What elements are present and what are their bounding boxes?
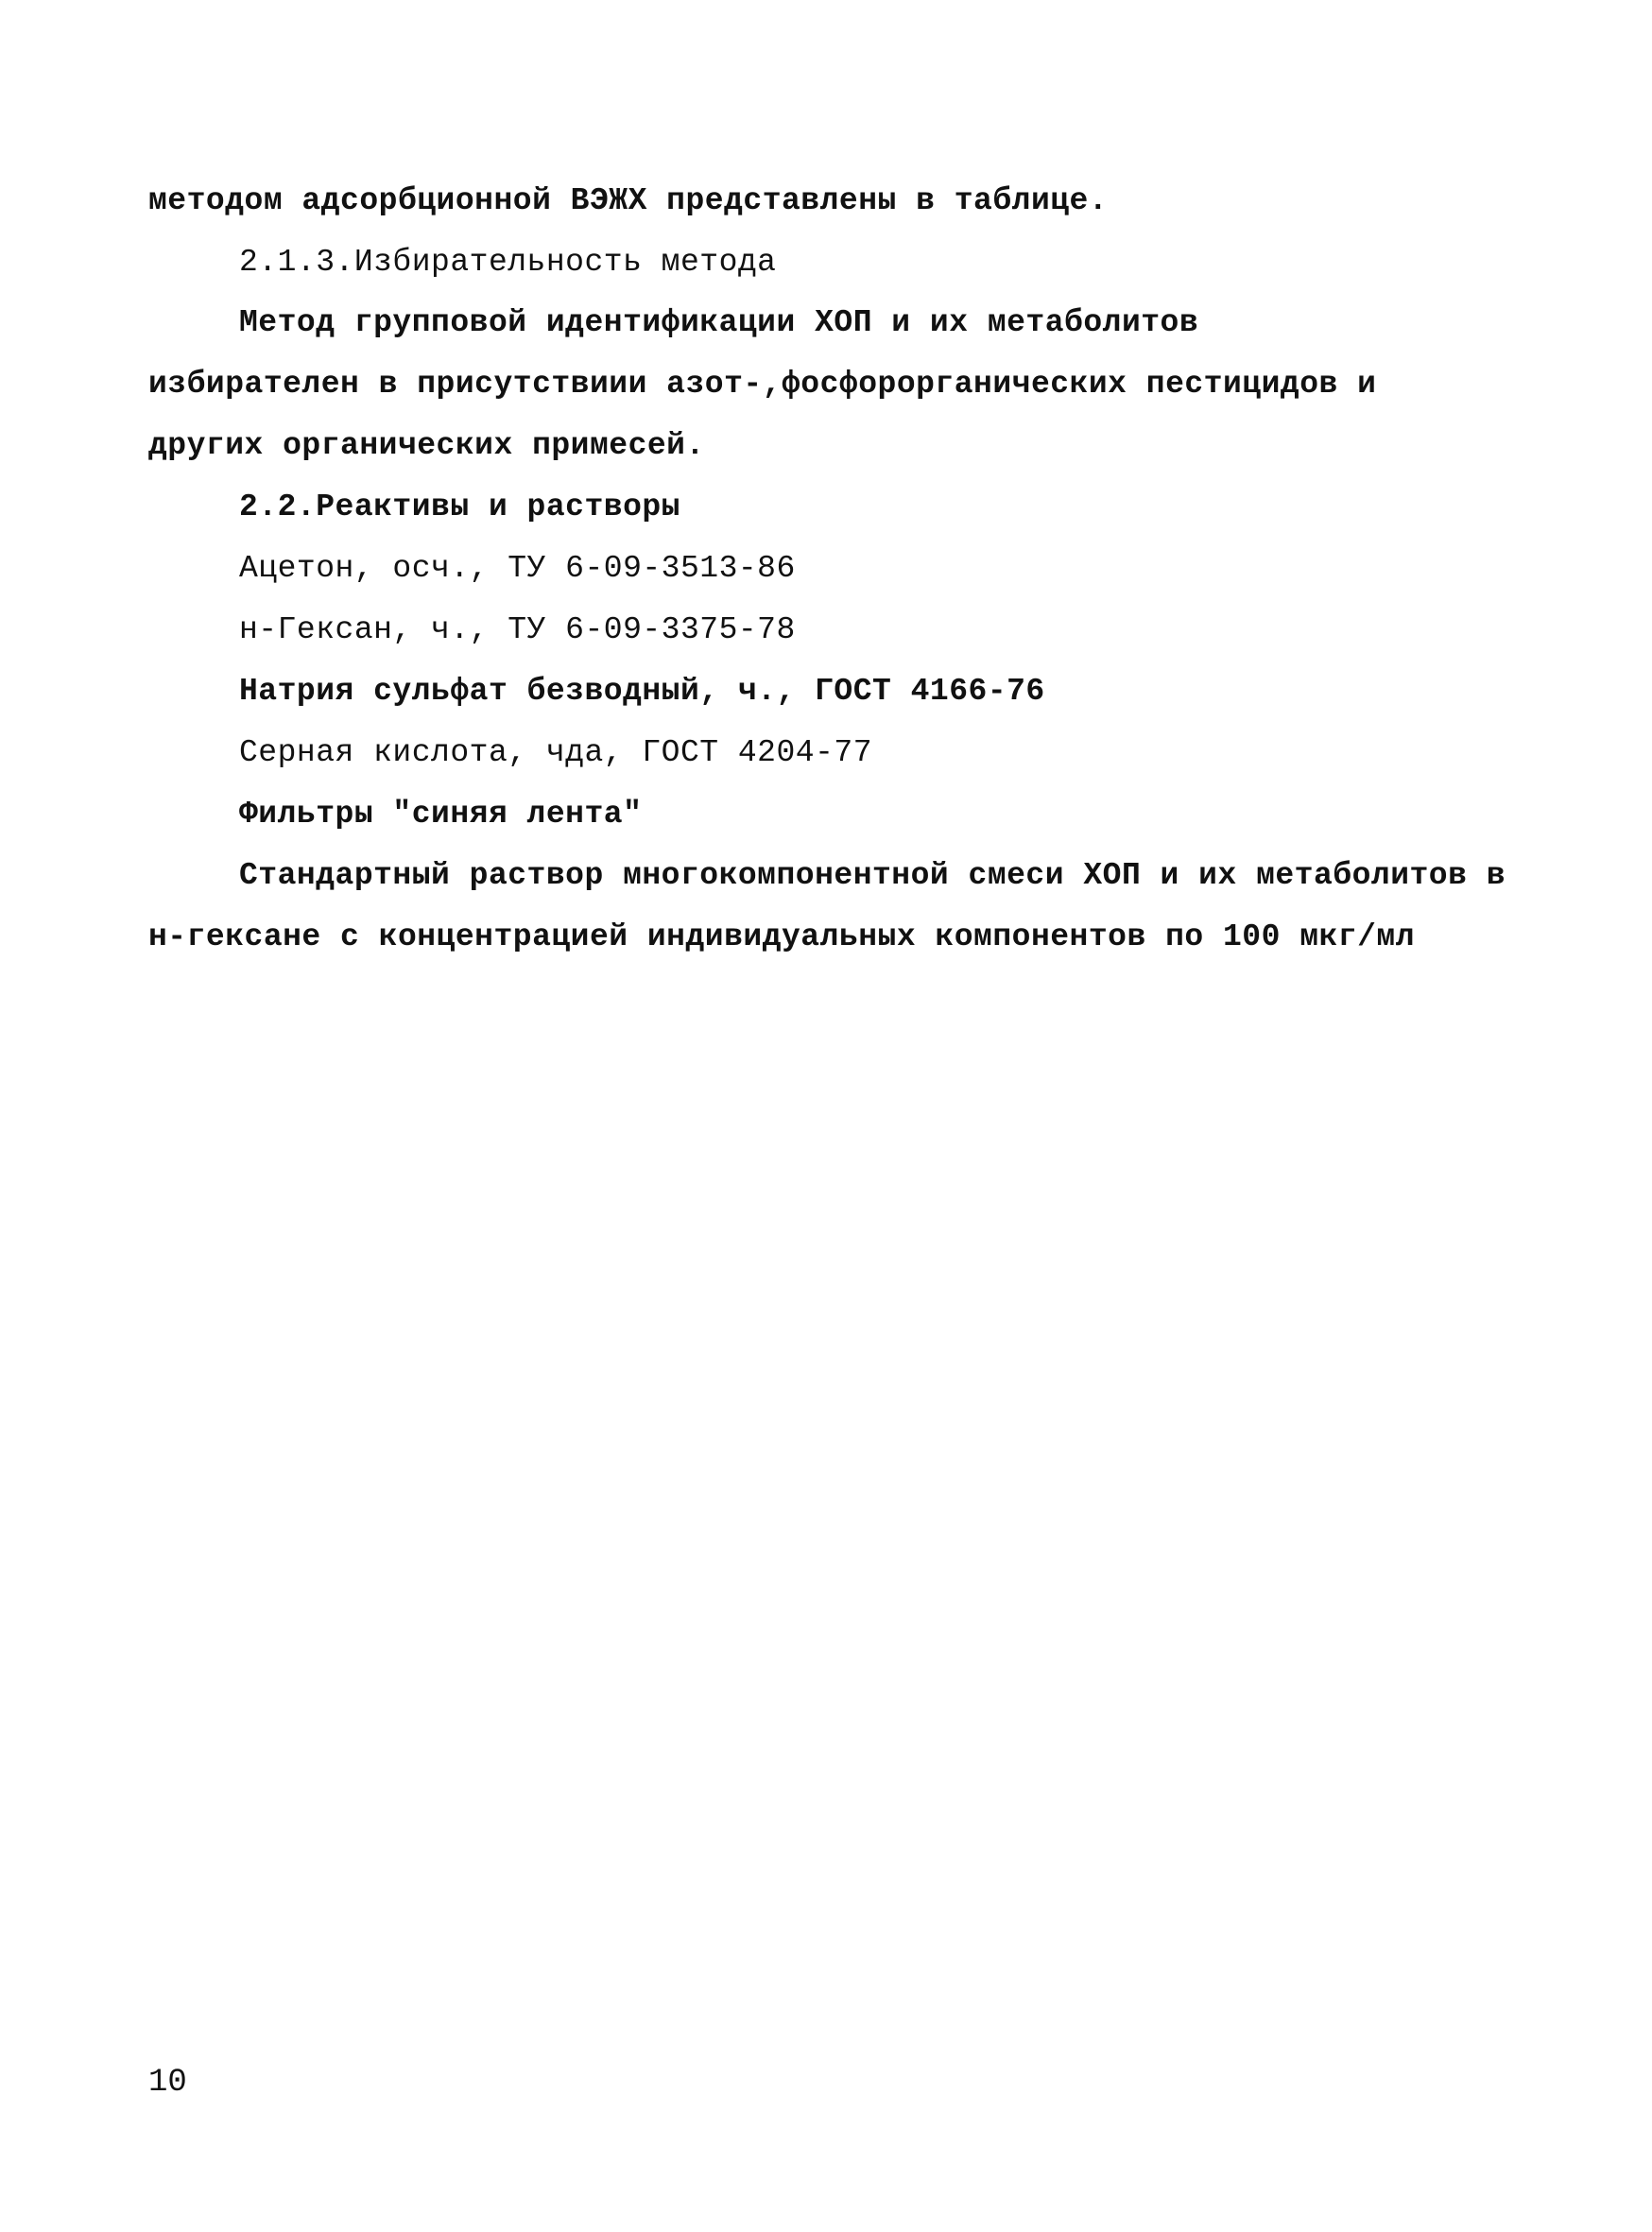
text-line-4: избирателен в присутствиии азот-,фосфорорганических пестицидов и: [148, 367, 1377, 402]
text-line-1: методом адсорбционной ВЭЖХ представлены в таблице.: [148, 183, 1109, 218]
page-number: 10: [148, 2065, 187, 2101]
text-line-3: Метод групповой идентификации ХОП и их метаболитов: [239, 305, 1199, 340]
reagent-item-filters: Фильтры "синяя лента": [239, 797, 643, 832]
text-line-standard-solution: Стандартный раствор многокомпонентной смеси ХОП и их метаболитов в: [239, 858, 1506, 893]
reagent-item-sulfuric-acid: Серная кислота, чда, ГОСТ 4204-77: [239, 735, 873, 770]
text-line-standard-solution-cont: н-гексане с концентрацией индивидуальных компонентов по 100 мкг/мл: [148, 919, 1416, 954]
section-heading-2-1-3: 2.1.3.Избирательность метода: [239, 245, 777, 280]
reagent-item-hexane: н-Гексан, ч., ТУ 6-09-3375-78: [239, 612, 796, 647]
section-heading-2-2: 2.2.Реактивы и растворы: [239, 489, 680, 524]
reagent-item-acetone: Ацетон, осч., ТУ 6-09-3513-86: [239, 551, 796, 586]
reagent-item-sodium-sulfate: Натрия сульфат безводный, ч., ГОСТ 4166-76: [239, 674, 1045, 709]
text-line-5: других органических примесей.: [148, 428, 705, 463]
